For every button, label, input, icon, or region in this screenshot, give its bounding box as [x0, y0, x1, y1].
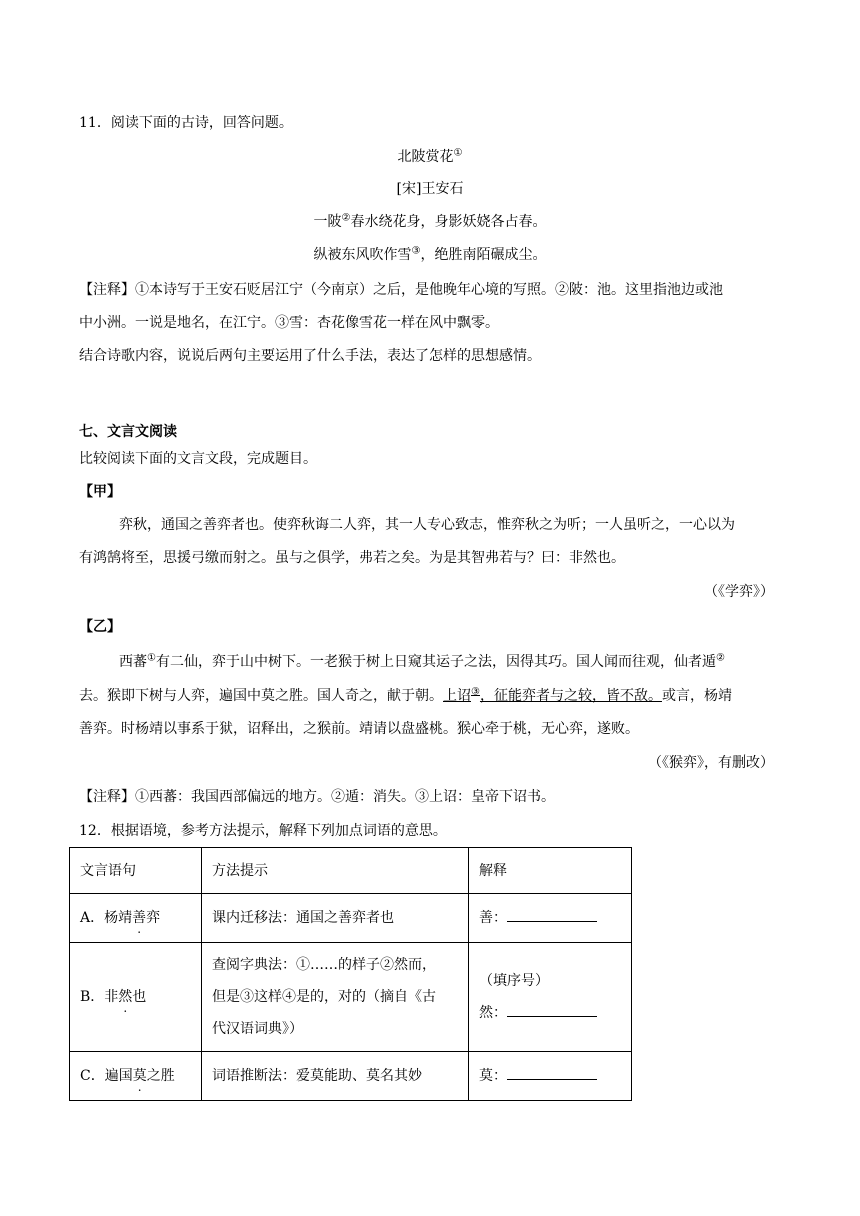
poem-line-2 [0, 245, 860, 265]
row-b-method-line-2: 但是③这样④是的，对的（摘自《古 [212, 989, 436, 1005]
row-c-dotted-word: 莫 [132, 1068, 147, 1084]
q12-table [69, 847, 632, 1101]
row-b-method [202, 943, 469, 1052]
row-b-post: 也 [132, 989, 147, 1005]
passage-yi-label: 【乙】 [79, 619, 121, 635]
poem-title-note-mark: ① [453, 147, 463, 159]
q12-intro: 12．根据语境，参考方法提示，解释下列加点词语的意思。 [79, 823, 447, 839]
poem-line-2-a: 纵被东风吹作雪 [313, 247, 412, 263]
passage-yi-line-1 [119, 652, 725, 672]
row-b-dotted-word: 然 [118, 989, 133, 1005]
q11-intro: 11．阅读下面的古诗，回答问题。 [79, 115, 293, 131]
row-b-pre: B．非 [80, 989, 119, 1005]
row-c-post: 之胜 [146, 1068, 175, 1084]
q11-notes-line-2: 中小洲。一说是地名，在江宁。③雪：杏花像雪花一样在风中飘零。 [79, 315, 499, 331]
row-b-answer [469, 943, 632, 1052]
passage-jia-line-2: 有鸿鹄将至，思援弓缴而射之。虽与之俱学，弗若之矣。为是其智弗若与？曰：非然也。 [79, 550, 625, 566]
header-sentence: 文言语句 [70, 848, 202, 894]
row-a-pre: A．杨靖 [80, 910, 133, 926]
note-mark-2: ② [715, 652, 725, 664]
section-7-heading: 七、文言文阅读 [79, 424, 177, 440]
poem-line-1-note-mark: ② [341, 212, 351, 224]
row-b-answer-line [479, 997, 621, 1029]
row-c-method: 词语推断法：爱莫能助、莫名其妙 [202, 1052, 469, 1101]
poem-title-text: 北陂赏花 [397, 149, 454, 165]
underlined-sentence: ，征能弈者与之较，皆不敌。 [479, 688, 662, 704]
passage-jia-line-1: 弈秋，通国之善弈者也。使弈秋诲二人弈，其一人专心致志，惟弈秋之为听；一人虽听之，一心以为 [119, 517, 735, 533]
row-a-method: 课内迁移法：通国之善弈者也 [202, 894, 469, 943]
row-b-hint: （填序号） [479, 973, 549, 989]
note-mark-3: ③ [471, 686, 480, 698]
table-row [70, 943, 632, 1052]
passage-jia-label: 【甲】 [79, 484, 121, 500]
passage-yi-line-1-b: 有二仙，弈于山中树下。一老猴于树上日窥其运子之法，因得其巧。国人闻而往观，仙者遁 [155, 654, 716, 670]
passage-yi-line-1-a: 西蕃 [119, 654, 147, 670]
answer-blank-shan[interactable] [507, 907, 597, 922]
passage-yi-line-2 [79, 686, 732, 706]
passage-yi-notes: 【注释】①西蕃：我国西部偏远的地方。②遁：消失。③上诏：皇帝下诏书。 [79, 789, 555, 805]
passage-jia-source: （《学弈》） [704, 584, 774, 600]
passage-yi-line-2-b: 或言，杨靖 [661, 688, 732, 704]
row-b-method-line-3: 代汉语词典》） [212, 1021, 303, 1037]
row-a-post: 弈 [146, 910, 161, 926]
passage-yi-line-2-a: 去。猴即下树与人弈，遍国中莫之胜。国人奇之，献于朝。 [79, 688, 443, 704]
row-a-label: 善： [479, 910, 507, 926]
note-mark-1: ① [147, 652, 156, 664]
section-7-intro: 比较阅读下面的文言文段，完成题目。 [79, 451, 317, 467]
header-method: 方法提示 [202, 848, 469, 894]
row-a-sentence [70, 894, 202, 943]
row-c-sentence [70, 1052, 202, 1101]
poem-title [0, 147, 860, 167]
answer-blank-mo[interactable] [507, 1065, 597, 1080]
row-c-label: 莫： [479, 1068, 507, 1084]
table-header-row [70, 848, 632, 894]
row-a-dotted-word: 善 [132, 910, 147, 926]
poem-line-1-a: 一陂 [313, 214, 342, 230]
poem-line-1-b: 春水绕花身，身影妖娆各占春。 [350, 214, 547, 230]
q11-question: 结合诗歌内容，说说后两句主要运用了什么手法，表达了怎样的思想感情。 [79, 348, 541, 364]
underlined-shangzhao: 上诏 [443, 688, 471, 704]
row-a-answer [469, 894, 632, 943]
q11-notes-line-1: 【注释】①本诗写于王安石贬居江宁（今南京）之后，是他晚年心境的写照。②陂：池。这里指池边或池 [79, 282, 723, 298]
header-explanation: 解释 [469, 848, 632, 894]
poem-author: [宋]王安石 [396, 181, 464, 197]
row-c-answer [469, 1052, 632, 1101]
row-c-pre: C．遍国 [80, 1068, 133, 1084]
answer-blank-ran[interactable] [507, 1002, 597, 1017]
row-b-sentence [70, 943, 202, 1052]
table-row [70, 1052, 632, 1101]
table-row [70, 894, 632, 943]
passage-yi-source: （《猴弈》，有删改） [648, 755, 774, 771]
poem-line-2-note-mark: ③ [411, 245, 421, 257]
poem-line-2-b: ，绝胜南陌碾成尘。 [420, 247, 547, 263]
passage-yi-line-3: 善弈。时杨靖以事系于狱，诏释出，之猴前。靖请以盘盛桃。猴心牵于桃，无心弈，遂败。 [79, 721, 639, 737]
row-b-method-line-1: 查阅字典法：①……的样子②然而， [212, 957, 436, 973]
row-b-label: 然： [479, 1005, 507, 1021]
poem-line-1 [0, 212, 860, 232]
